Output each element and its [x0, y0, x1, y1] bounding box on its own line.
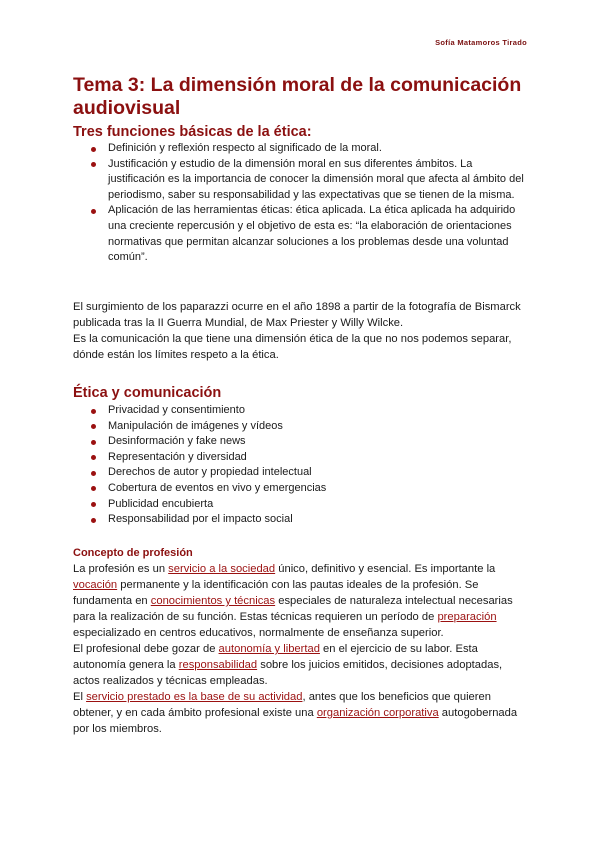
link-responsabilidad[interactable]: responsabilidad: [178, 659, 258, 671]
text-run: El profesional debe gozar de: [73, 643, 219, 655]
link-conocimientos-tecnicas[interactable]: conocimientos y técnicas: [150, 595, 276, 607]
text-run: El: [73, 691, 87, 703]
text-run: autogobernada por los miembros.: [73, 707, 518, 735]
paragraph: El surgimiento de los paparazzi ocurre en el año 1898 a partir de la fotografía de Bismarck publicada tras la II Guerra Mundial, de Max Priester y Willy Wilcke.: [73, 301, 521, 329]
link-vocacion[interactable]: vocación: [73, 579, 118, 591]
etica-comunicacion-list: [73, 403, 528, 528]
section-heading-funciones: Tres funciones básicas de la ética:: [73, 124, 312, 140]
page-title: Tema 3: La dimensión moral de la comunicación audiovisual: [73, 74, 522, 119]
text-run: sobre los juicios emitidos, decisiones adoptadas, actos realizados y técnicas empleadas.: [73, 659, 503, 687]
list-item: Aplicación de las herramientas éticas: ética aplicada. La ética aplicada ha adquirido una creciente repercusión y el objetivo de esta es: “la elaboración de orientaciones normativas que permitan alcanzar soluciones a los problemas desde una voluntad común”.: [73, 203, 528, 265]
funciones-list: [73, 141, 528, 266]
section-heading-profesion: Concepto de profesión: [73, 547, 193, 559]
text-run: La profesión es un: [73, 563, 169, 575]
list-item: Definición y reflexión respecto al significado de la moral.: [73, 141, 528, 157]
paragraph: [73, 689, 531, 737]
profesion-block: [73, 561, 531, 737]
text-run: , antes que los beneficios que quieren obtener, y en cada ámbito profesional existe una: [73, 691, 491, 719]
list-item: Justificación y estudio de la dimensión moral en sus diferentes ámbitos. La justificación es la importancia de conocer la dimensión moral que afecta al ámbito del periodismo, saber su responsabilidad y las expectativas que se tienen de la misma.: [73, 157, 528, 204]
link-autonomia-libertad[interactable]: autonomía y libertad: [218, 643, 320, 655]
text-run: permanente y la identificación con las pautas ideales de la profesión. Se fundamenta en: [73, 579, 479, 607]
list-item: Responsabilidad por el impacto social: [73, 512, 528, 528]
link-organizacion-corporativa[interactable]: organización corporativa: [316, 707, 439, 719]
list-item: Publicidad encubierta: [73, 497, 528, 513]
link-servicio-sociedad[interactable]: servicio a la sociedad: [168, 563, 276, 575]
link-preparacion[interactable]: preparación: [437, 611, 497, 623]
list-item: Derechos de autor y propiedad intelectual: [73, 465, 528, 481]
section-heading-etica-comunicacion: Ética y comunicación: [73, 385, 222, 401]
list-item: Desinformación y fake news: [73, 434, 528, 450]
paragraph: [73, 561, 531, 641]
paragraph: [73, 641, 531, 689]
list-item: Manipulación de imágenes y vídeos: [73, 419, 528, 435]
paragraph: Es la comunicación la que tiene una dimensión ética de la que no nos podemos separar, dónde están los límites respeto a la ética.: [73, 333, 512, 361]
text-run: especializado en centros educativos, normalmente de enseñanza superior.: [73, 627, 444, 639]
text-run: especiales de naturaleza intelectual necesarias para la realización de su función. Estas técnicas requieren un período de: [73, 595, 513, 623]
list-item: Privacidad y consentimiento: [73, 403, 528, 419]
link-servicio-prestado[interactable]: servicio prestado es la base de su actividad: [86, 691, 303, 703]
text-run: en el ejercicio de su labor. Esta autonomía genera la: [73, 643, 478, 671]
author-header: Sofía Matamoros Tirado: [435, 38, 527, 47]
text-run: único, definitivo y esencial. Es importante la: [275, 563, 496, 575]
list-item: Representación y diversidad: [73, 450, 528, 466]
intro-block: [73, 299, 531, 363]
list-item: Cobertura de eventos en vivo y emergencias: [73, 481, 528, 497]
